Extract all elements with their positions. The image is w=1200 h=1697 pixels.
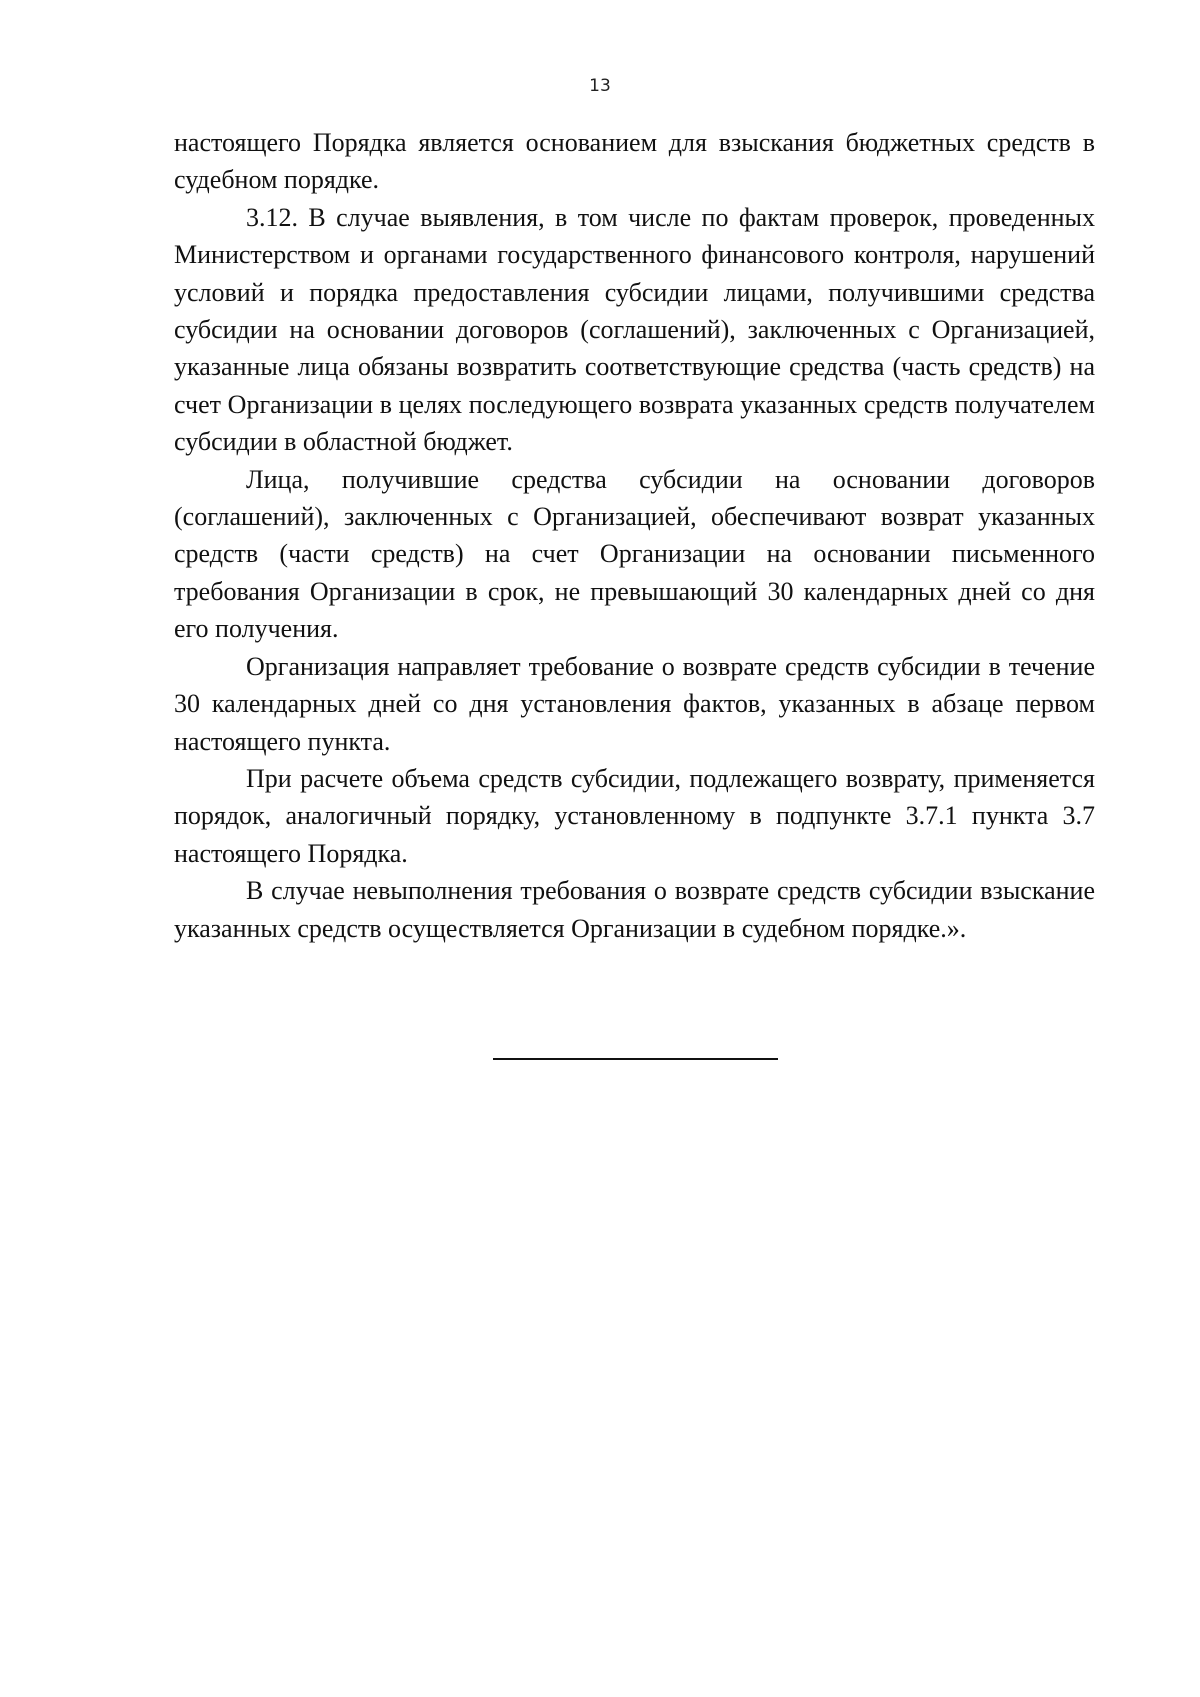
paragraph-court-recovery: В случае невыполнения требования о возврате средств субсидии взыскание указанных средств осуществляется Организации в судебном порядке.». [174,876,1095,943]
end-separator-line [493,1058,778,1060]
page-number: 13 [589,76,611,96]
paragraph-continuation: настоящего Порядка является основанием для взыскания бюджетных средств в судебном порядке. [174,128,1095,195]
document-body [174,124,1095,947]
paragraph-recipients-return: Лица, получившие средства субсидии на основании договоров (соглашений), заключенных с Организацией, обеспечивают возврат указанных средств (части средств) на счет Организации на основании письменного требования Организации в срок, не превышающий 30 календарных дней со дня его получения. [174,464,1095,644]
paragraph-organization-demand: Организация направляет требование о возврате средств субсидии в течение 30 календарных дней со дня установления фактов, указанных в абзаце первом настоящего пункта. [174,651,1095,756]
paragraph-calculation: При расчете объема средств субсидии, подлежащего возврату, применяется порядок, аналогичный порядку, установленному в подпункте 3.7.1 пункта 3.7 настоящего Порядка. [174,763,1095,868]
paragraph-3-12: 3.12. В случае выявления, в том числе по фактам проверок, проведенных Министерством и органами государственного финансового контроля, нарушений условий и порядка предоставления субсидии лицами, получившими средства субсидии на основании договоров (соглашений), заключенных с Организацией, указанные лица обязаны возвратить соответствующие средства (часть средств) на счет Организации в целях последующего возврата указанных средств получателем субсидии в областной бюджет. [174,202,1095,457]
